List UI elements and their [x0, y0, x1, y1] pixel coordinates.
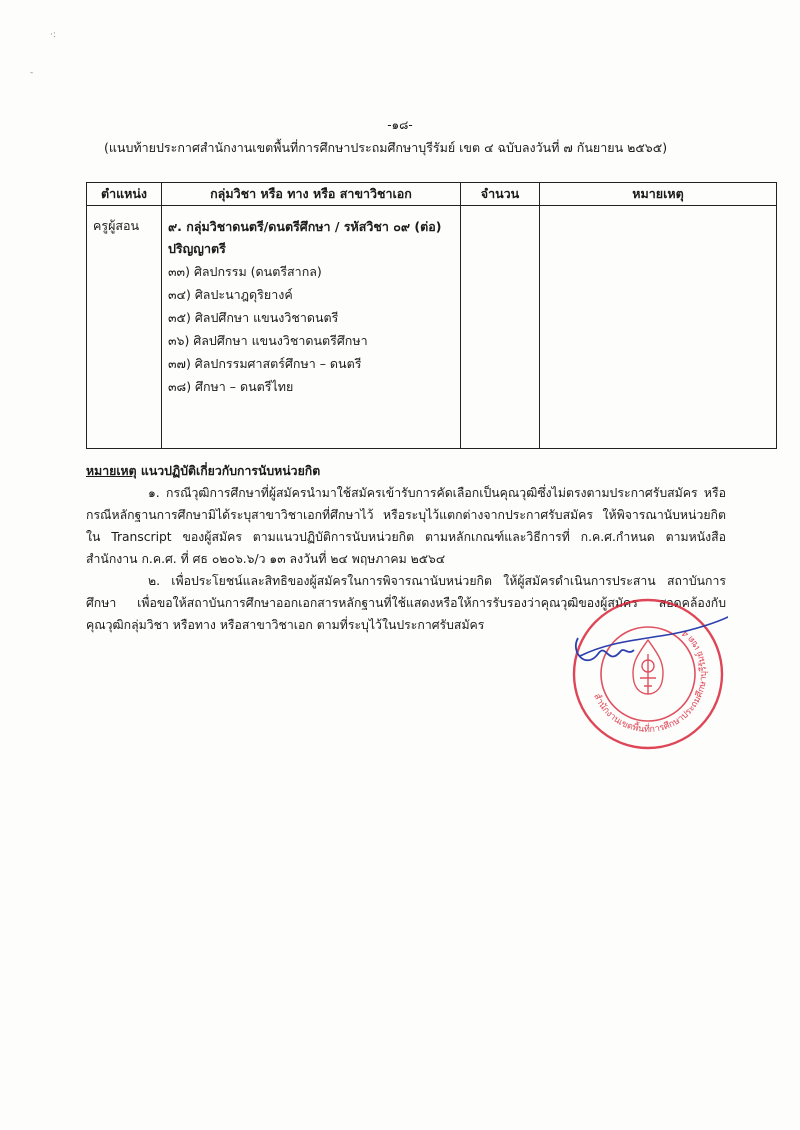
cell-subject [162, 206, 461, 449]
cell-position: ครูผู้สอน [87, 206, 162, 449]
positions-table [86, 182, 777, 449]
header-subject: กลุ่มวิชา หรือ ทาง หรือ สาขาวิชาเอก [162, 183, 461, 206]
subject-item: ๓๕) ศิลปศึกษา แขนงวิชาดนตรี [168, 310, 339, 325]
note-paragraph-2: ๒. เพื่อประโยชน์และสิทธิของผู้สมัครในการพิจารณานับหน่วยกิต ให้ผู้สมัครดำเนินการประสาน สถาบันการศึกษา เพื่อขอให้สถาบันการศึกษาออกเอกสารหลักฐานที่ใช้แสดงหรือให้การรับรองว่าคุณวุฒิของผู้สมัคร สอดคล้องกับคุณวุฒิกลุ่มวิชา หรือทาง หรือสาขาวิชาเอก ตามที่ระบุไว้ในประกาศรับสมัคร [86, 574, 726, 632]
subject-group-title: ๙. กลุ่มวิชาดนตรี/ดนตรีศึกษา / รหัสวิชา ๐๙ (ต่อ) [168, 219, 442, 234]
subject-item: ๓๗) ศิลปกรรมศาสตร์ศึกษา – ดนตรี [168, 356, 362, 371]
cell-remark [540, 206, 777, 449]
header-position: ตำแหน่ง [87, 183, 162, 206]
note-paragraph-1: ๑. กรณีวุฒิการศึกษาที่ผู้สมัครนำมาใช้สมัครเข้ารับการคัดเลือกเป็นคุณวุฒิซึ่งไม่ตรงตามประกาศรับสมัคร หรือ กรณีหลักฐานการศึกษามิได้ระบุสาขาวิชาเอกที่ศึกษาไว้ หรือระบุไว้แตกต่างจากประกาศรับสมัคร ให้พิจารณานับหน่วยกิตใน Transcript ของผู้สมัคร ตามแนวปฏิบัติการนับหน่วยกิต ตามหลักเกณฑ์และวิธีการที่ ก.ค.ศ.กำหนด ตามหนังสือสำนักงาน ก.ค.ศ. ที่ ศธ ๐๒๐๖.๖/ว ๑๓ ลงวันที่ ๒๔ พฤษภาคม ๒๕๖๔ [86, 486, 726, 566]
subject-item: ๓๘) ศึกษา – ดนตรีไทย [168, 379, 294, 394]
table-row [87, 206, 777, 449]
table-header-row [87, 183, 777, 206]
header-remark: หมายเหตุ [540, 183, 777, 206]
subject-item: ๓๖) ศิลปศึกษา แขนงวิชาดนตรีศึกษา [168, 333, 368, 348]
seal-ring-text: สำนักงานเขตพื้นที่การศึกษาประถมศึกษาบุรีรัมย์ เขต 4 [591, 627, 710, 736]
subject-item: ๓๔) ศิลปะนาฎดุริยางค์ [168, 287, 293, 302]
notes-heading-text: แนวปฏิบัติเกี่ยวกับการนับหน่วยกิต [140, 464, 321, 478]
notes-heading [86, 460, 726, 482]
official-seal-stamp [568, 594, 728, 754]
page-number: -๑๘- [387, 118, 413, 132]
seal-emblem-icon [633, 640, 663, 694]
subject-item: ๓๓) ศิลปกรรม (ดนตรีสากล) [168, 264, 322, 279]
header-count: จำนวน [461, 183, 540, 206]
degree-label: ปริญญาตรี [168, 241, 226, 256]
scan-speck: - [30, 68, 34, 78]
cell-count [461, 206, 540, 449]
header-note: (แนบท้ายประกาศสำนักงานเขตพื้นที่การศึกษาประถมศึกษาบุรีรัมย์ เขต ๔ ฉบับลงวันที่ ๗ กันยายน ๒๕๖๕) [104, 140, 668, 155]
notes-heading-label: หมายเหตุ [86, 464, 137, 478]
scan-speck: ·: [50, 30, 56, 40]
